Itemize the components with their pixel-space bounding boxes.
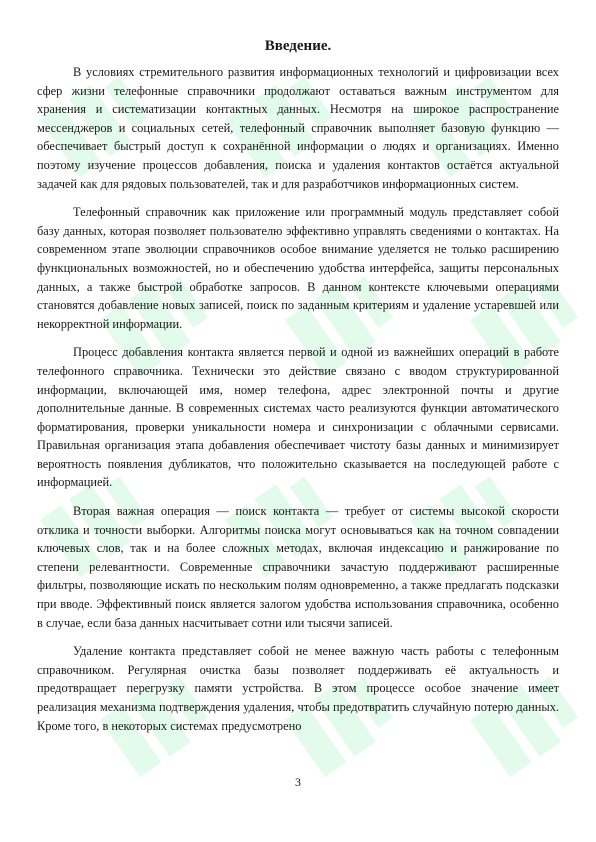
paragraph-4: Вторая важная операция — поиск контакта — требует от системы высокой скорости отклика и точности выборки. Алгоритмы поиска могут основываться как на точном совпадении ключевых слов, так и на более сложных методах, включая индексацию и ранжирование по степени релевантности. Современные справочники зачастую поддерживают расширенные фильтры, позволяющие искать по нескольким полям одновременно, а также предлагать подсказки при вводе. Эффективный поиск является залогом удобства использования справочника, особенно в случае, если база данных насчитывает сотни или тысячи записей.: [37, 504, 559, 630]
document-title: Введение.: [264, 38, 332, 54]
page-number: 3: [295, 775, 301, 789]
paragraph-3: Процесс добавления контакта является первой и одной из важнейших операций в работе телефонного справочника. Технически это действие связано с вводом структурированной информации, включающей имя, номер телефона, адрес электронной почты и другие дополнительные данные. В современных системах часто реализуются функции автоматического форматирования, проверки уникальности номера и синхронизации с облачными сервисами. Правильная организация этапа добавления обеспечивает чистоту базы данных и минимизирует вероятность появления дубликатов, что положительно сказывается на последующей работе с информацией.: [37, 345, 559, 490]
paragraph-2: Телефонный справочник как приложение или программный модуль представляет собой базу данных, которая позволяет пользователю эффективно управлять сведениями о контактах. На современном этапе эволюции справочников особое внимание уделяется не только расширению функциональных возможностей, но и обеспечению удобства интерфейса, защиты персональных данных, а также быстрой обработке запросов. В данном контексте ключевыми операциями становятся добавление новых записей, поиск по заданным критериям и удаление устаревшей или некорректной информации.: [37, 205, 559, 331]
paragraph-5: Удаление контакта представляет собой не менее важную часть работы с телефонным справочником. Регулярная очистка базы позволяет поддерживать её актуальность и предотвращает перегрузку памяти устройства. В этом процессе особое значение имеет реализация механизма подтверждения удаления, чтобы предотвратить случайную потерю данных. Кроме того, в некоторых системах предусмотрено: [37, 644, 559, 733]
document-body: [37, 36, 559, 745]
paragraph-1: В условиях стремительного развития информационных технологий и цифровизации всех сфер жизни телефонные справочники продолжают оставаться важным инструментом для хранения и систематизации контактных данных. Несмотря на широкое распространение мессенджеров и социальных сетей, телефонный справочник выполняет базовую функцию — обеспечивает быстрый доступ к сохранённой информации о людях и организациях. Именно поэтому изучение процессов добавления, поиска и удаления контактов остаётся актуальной задачей как для рядовых пользователей, так и для разработчиков информационных систем.: [37, 65, 559, 191]
